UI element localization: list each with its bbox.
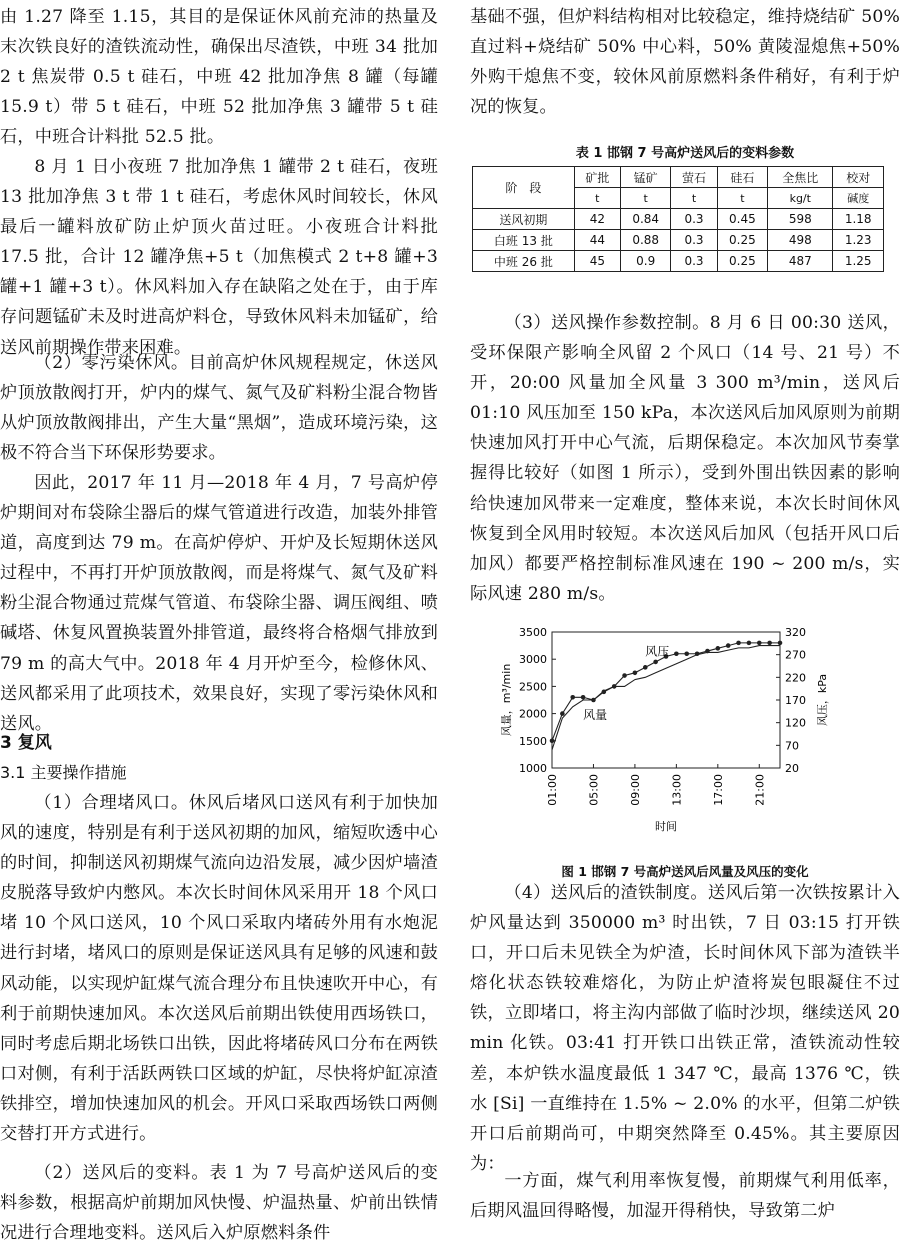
airflow-point [767, 641, 772, 646]
table-cell: 0.3 [671, 251, 717, 272]
left-tick-label: 2500 [519, 680, 547, 694]
paragraph-right-3: （4）送风后的渣铁制度。送风后第一次铁按累计入炉风量达到 350000 m³ 时出铁，7 日 03:15 打开铁口，开口后未见铁全为炉渣，长时间休风下部为渣铁半熔化状态铁较难熔化，为防止炉渣将炭包眼凝住不过铁，立即堵口，将主沟内部做了临时沙坝，继续送风 20 min 化铁。03:41 打开铁口出铁正常，渣铁流动性较差，本炉铁水温度最低 1 347 ℃，最高 1376 ℃，铁水 [Si] 一直维持在 1.5% ~ 2.0% 的水平，但第二炉铁开口后前期尚可，中期突然降至 0.45%。其主要原因为： [470, 883, 900, 1174]
table-cell: 0.3 [671, 209, 717, 230]
table-row [473, 251, 884, 272]
right-tick-label: 20 [785, 762, 799, 775]
airflow-point [747, 641, 752, 646]
table-header-cell: 萤石 [671, 167, 717, 188]
airflow-point [570, 695, 575, 700]
annotation-airflow: 风量 [583, 708, 608, 723]
table-unit-cell: t [717, 188, 768, 209]
table-cell: 487 [768, 251, 833, 272]
airflow-point [726, 643, 731, 648]
paragraph-left-4: 因此，2017 年 11 月—2018 年 4 月，7 号高炉停炉期间对布袋除尘器后的煤气管道进行改造，加装外排管道，高度到达 79 m。在高炉停炉、开炉及长短期休送风过程中，不再打开炉顶放散阀，而是将煤气、氮气及矿料粉尘混合物通过荒煤气管道、布袋除尘器、调压阀组、喷碱塔、休复风置换装置外排管道，最终将合格烟气排放到 79 m 的高大气中。2018 年 4 月开炉至今，检修休风、送风都采用了此项技术，效果良好，实现了零污染休风和送风。 [0, 473, 438, 734]
table-unit-cell: 碱度 [833, 188, 884, 209]
right-tick-label: 120 [785, 716, 806, 730]
table-cell: 1.18 [833, 209, 884, 230]
airflow-point [736, 641, 741, 646]
right-tick-label: 270 [785, 648, 806, 662]
table-unit-cell: t [574, 188, 620, 209]
parameter-table [472, 166, 884, 272]
table-cell: 44 [574, 230, 620, 251]
table-cell: 0.9 [620, 251, 671, 272]
x-tick-label: 01:00 [546, 774, 559, 806]
table-cell: 白班 13 批 [473, 230, 575, 251]
paragraph-right-2: （3）送风操作参数控制。8 月 6 日 00:30 送风，受环保限产影响全风留 2 个风口（14 号、21 号）不开，20:00 风量加全风量 3 300 m³/min，送风后 01:10 风压加至 150 kPa，本次送风后加风原则为前期快速加风打开中心气流，后期保稳定。本次加风节奏掌握得比较好（如图 1 所示），受到外围出铁因素的影响给快速加风带来一定难度，整体来说，本次长时间休风恢复到全风用时较短。本次送风后加风（包括开风口后加风）都要严格控制标准风速在 190 ~ 200 m/s，实际风速 280 m/s。 [470, 313, 900, 604]
paragraph-left-2: 8 月 1 日小夜班 7 批加净焦 1 罐带 2 t 硅石，夜班 13 批加净焦 3 t 带 1 t 硅石，考虑休风时间较长，休风最后一罐料放矿防止炉顶火苗过旺。小夜班合计料批 17.5 批，合计 12 罐净焦+5 t（加焦模式 2 t+8 罐+3 罐+1 罐+3 t）。休风料加入存在缺陷之处在于，由于库存问题锰矿未及时进高炉料仓，导致休风料未加锰矿，给送风前期操作带来困难。 [0, 157, 438, 358]
table-header-cell: 阶 段 [473, 167, 575, 209]
table-cell: 中班 26 批 [473, 251, 575, 272]
table-row [473, 230, 884, 251]
right-tick-label: 170 [785, 694, 806, 707]
table-cell: 0.45 [717, 209, 768, 230]
table-header-cell: 硅石 [717, 167, 768, 188]
x-tick-label: 17:00 [711, 774, 725, 806]
table-header-row [473, 167, 884, 188]
annotation-pressure: 风压 [645, 644, 670, 659]
table-header-cell: 全焦比 [768, 167, 833, 188]
paragraph-left-3: （2）零污染休风。目前高炉休风规程规定，休送风炉顶放散阀打开，炉内的煤气、氮气及矿料粉尘混合物皆从炉顶放散阀排出，产生大量“黑烟”，造成环境污染，这极不符合当下环保形势要求。 [0, 353, 438, 464]
airflow-point [633, 671, 638, 676]
table-cell: 598 [768, 209, 833, 230]
left-tick-label: 1000 [519, 762, 547, 775]
x-axis-label: 时间 [655, 820, 677, 833]
airflow-point [674, 651, 679, 656]
table-unit-cell: t [620, 188, 671, 209]
table-cell: 45 [574, 251, 620, 272]
left-tick-label: 3500 [519, 626, 547, 639]
table-cell: 送风初期 [473, 209, 575, 230]
x-tick-label: 13:00 [670, 774, 684, 806]
right-tick-label: 220 [785, 671, 806, 685]
table-cell: 0.25 [717, 251, 768, 272]
table-cell: 0.84 [620, 209, 671, 230]
right-column [470, 0, 900, 1247]
airflow-point [622, 673, 627, 678]
airflow-point [684, 651, 689, 656]
table-header-cell: 锰矿 [620, 167, 671, 188]
table-cell: 42 [574, 209, 620, 230]
table-row [473, 209, 884, 230]
left-tick-label: 3000 [519, 653, 547, 667]
right-axis-label: 风压，kPa [816, 673, 829, 727]
subsection-heading: 3.1 主要操作措施 [0, 763, 127, 782]
airflow-point [560, 711, 565, 716]
left-tick-label: 1500 [519, 734, 547, 748]
airflow-pressure-chart [480, 620, 890, 855]
airflow-point [550, 739, 555, 744]
x-tick-label: 09:00 [628, 774, 642, 806]
table-unit-cell: t [671, 188, 717, 209]
airflow-point [653, 660, 658, 665]
table-cell: 0.88 [620, 230, 671, 251]
airflow-point [643, 665, 648, 670]
airflow-point [778, 641, 783, 646]
table-header-cell: 校对 [833, 167, 884, 188]
paragraph-left-1: 由 1.27 降至 1.15，其目的是保证休风前充沛的热量及末次铁良好的渣铁流动性，确保出尽渣铁，中班 34 批加 2 t 焦炭带 0.5 t 硅石，中班 42 批加净焦 8 罐（每罐 15.9 t）带 5 t 硅石，中班 52 批加净焦 3 罐带 5 t 硅石，中班合计料批 52.5 批。 [0, 7, 438, 148]
paragraph-right-1: 基础不强，但炉料结构相对比较稳定，维持烧结矿 50% 直过料+烧结矿 50% 中心料，50% 黄陵湿熄焦+50% 外购干熄焦不变，较休风前原燃料条件稍好，有利于炉况的恢复。 [470, 7, 900, 118]
airflow-point [716, 646, 721, 651]
x-tick-label: 21:00 [753, 774, 767, 806]
paragraph-left-6: （2）送风后的变料。表 1 为 7 号高炉送风后的变料参数，根据高炉前期加风快慢、炉温热量、炉前出铁情况进行合理地变料。送风后入炉原燃料条件 [0, 1163, 438, 1244]
table-header-cell: 矿批 [574, 167, 620, 188]
table-cell: 0.25 [717, 230, 768, 251]
x-tick-label: 05:00 [587, 774, 601, 806]
left-axis-label: 风量，m³/min [500, 663, 513, 737]
left-tick-label: 2000 [519, 707, 547, 721]
table-cell: 1.25 [833, 251, 884, 272]
paragraph-right-4: 一方面，煤气利用率恢复慢，前期煤气利用低率，后期风温回得略慢，加湿开得稍快，导致第二炉 [470, 1171, 900, 1222]
table-cell: 498 [768, 230, 833, 251]
table-cell: 0.3 [671, 230, 717, 251]
table-cell: 1.23 [833, 230, 884, 251]
table-caption: 表 1 邯钢 7 号高炉送风后的变料参数 [575, 146, 795, 161]
figure-caption: 图 1 邯钢 7 号高炉送风后风量及风压的变化 [561, 864, 809, 879]
airflow-point [757, 641, 762, 646]
right-tick-label: 320 [785, 626, 806, 639]
paragraph-left-5: （1）合理堵风口。休风后堵风口送风有利于加快加风的速度，特别是有利于送风初期的加风，缩短吹透中心的时间，抑制送风初期煤气流向边沿发展，减少因炉墙渣皮脱落导致炉内憋风。本次长时间休风采用开 18 个风口堵 10 个风口送风，10 个风口采取内堵砖外用有水炮泥进行封堵，堵风口的原则是保证送风具有足够的风速和鼓风动能，以实现炉缸煤气流合理分布且快速吹开中心，有利于前期快速加风。本次送风后前期出铁使用西场铁口，同时考虑后期北场铁口出铁，因此将堵砖风口分布在两铁口对侧，有利于活跃两铁口区域的炉缸，尽快将炉缸凉渣铁排空，增加快速加风的机会。开风口采取西场铁口两侧交替打开方式进行。 [0, 793, 438, 1145]
right-tick-label: 70 [785, 739, 799, 753]
airflow-point [581, 695, 586, 700]
section-heading: 3 复风 [0, 733, 52, 753]
table-unit-cell: kg/t [768, 188, 833, 209]
